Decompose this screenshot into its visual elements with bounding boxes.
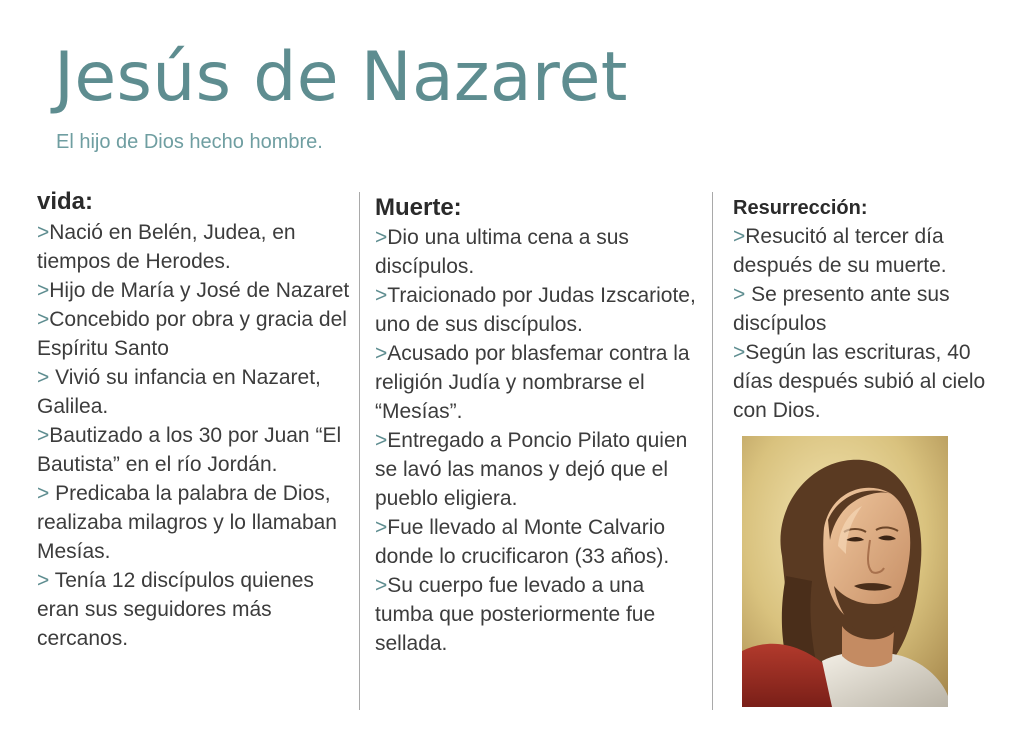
list-item: [733, 280, 1008, 338]
bullet-marker: >: [375, 284, 388, 307]
bullet-marker: >: [37, 366, 50, 389]
list-item-text: Dio una ultima cena a sus discípulos.: [375, 226, 629, 278]
list-item: [375, 223, 705, 281]
portrait-image: [742, 436, 948, 707]
list-item: [375, 339, 705, 426]
bullet-marker: >: [37, 308, 50, 331]
list-item-text: Se presento ante sus discípulos: [733, 283, 950, 335]
bullet-marker: >: [733, 283, 746, 306]
slide-subtitle: El hijo de Dios hecho hombre.: [56, 131, 323, 153]
list-item-text: Fue llevado al Monte Calvario donde lo crucificaron (33 años).: [375, 516, 670, 568]
bullet-marker: >: [37, 221, 50, 244]
bullet-marker: >: [375, 429, 388, 452]
list-item-text: Entregado a Poncio Pilato quien se lavó las manos y dejó que el pueblo eligiera.: [375, 429, 688, 510]
column-vida: [37, 186, 353, 653]
list-item: [733, 338, 1008, 425]
list-item: [37, 305, 353, 363]
list-item-text: Bautizado a los 30 por Juan “El Bautista” en el río Jordán.: [37, 424, 342, 476]
list-item-text: Traicionado por Judas Izscariote, uno de sus discípulos.: [375, 284, 696, 336]
column-heading-vida: vida:: [37, 188, 94, 215]
list-item-text: Tenía 12 discípulos quienes eran sus seguidores más cercanos.: [37, 569, 314, 650]
list-item: [375, 426, 705, 513]
column-heading-resurreccion: Resurrección:: [733, 197, 868, 219]
bullet-marker: >: [37, 569, 50, 592]
list-muerte: [375, 223, 705, 658]
list-item-text: Concebido por obra y gracia del Espíritu Santo: [37, 308, 347, 360]
bullet-marker: >: [375, 574, 388, 597]
bullet-marker: >: [37, 482, 50, 505]
column-heading-muerte: Muerte:: [375, 194, 462, 221]
bullet-marker: >: [37, 279, 50, 302]
list-item: [37, 276, 353, 305]
bullet-marker: >: [733, 225, 746, 248]
list-resurreccion: [733, 222, 1008, 425]
list-item: [37, 479, 353, 566]
list-item-text: Nació en Belén, Judea, en tiempos de Herodes.: [37, 221, 296, 273]
list-item: [37, 218, 353, 276]
bullet-marker: >: [375, 342, 388, 365]
bullet-marker: >: [37, 424, 50, 447]
list-item-text: Vivió su infancia en Nazaret, Galilea.: [37, 366, 321, 418]
bullet-marker: >: [375, 226, 388, 249]
column-muerte: [375, 193, 705, 658]
column-divider-left: [359, 192, 360, 710]
list-item-text: Predicaba la palabra de Dios, realizaba milagros y lo llamaban Mesías.: [37, 482, 337, 563]
list-item-text: Según las escrituras, 40 días después subió al cielo con Dios.: [733, 341, 986, 422]
list-item: [375, 513, 705, 571]
list-item-text: Hijo de María y José de Nazaret: [49, 279, 350, 302]
slide-title: Jesús de Nazaret: [54, 38, 628, 117]
list-item: [375, 571, 705, 658]
list-item-text: Resucitó al tercer día después de su muerte.: [733, 225, 947, 277]
bullet-marker: >: [375, 516, 388, 539]
list-item: [37, 566, 353, 653]
column-divider-right: [712, 192, 713, 710]
list-item: [375, 281, 705, 339]
list-item: [37, 421, 353, 479]
list-item: [37, 363, 353, 421]
list-item: [733, 222, 1008, 280]
column-resurreccion: [733, 194, 1008, 425]
bullet-marker: >: [733, 341, 746, 364]
list-item-text: Acusado por blasfemar contra la religión Judía y nombrarse el “Mesías”.: [375, 342, 690, 423]
list-vida: [37, 218, 353, 653]
list-item-text: Su cuerpo fue levado a una tumba que posteriormente fue sellada.: [375, 574, 656, 655]
